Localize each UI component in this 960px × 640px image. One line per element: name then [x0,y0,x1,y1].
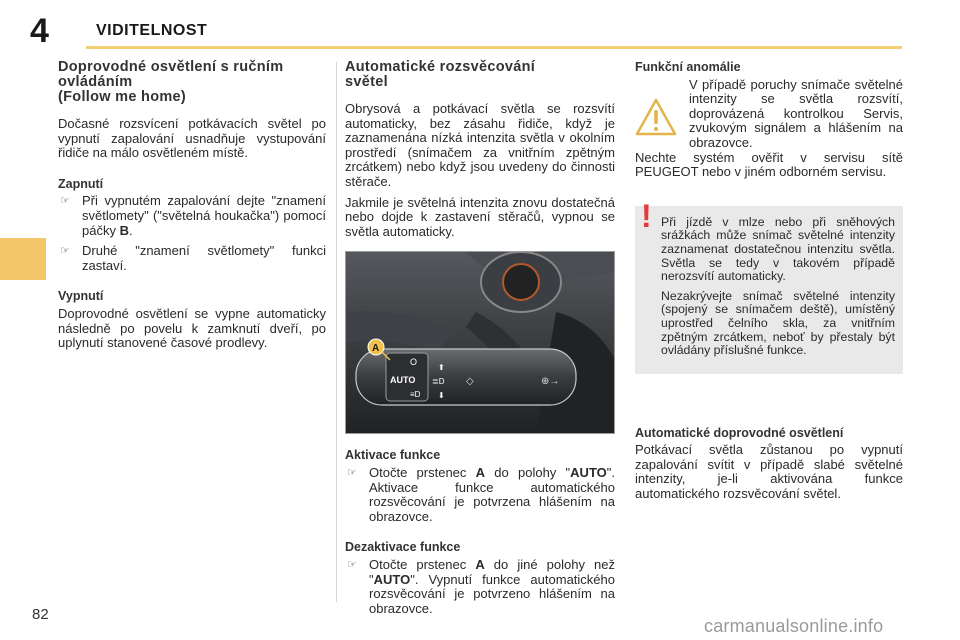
switch-off-paragraph: Doprovodné osvětlení se vypne automaticky následně po povelu k zamknutí dveří, po uplynutí stanovené časové prodlevy. [58,305,326,351]
anomaly-paragraph: V případě poruchy snímače světelné intenzity se světla rozsvítí, doprovázená kontrolkou Servis, zvukovým signálem a hlášením na obrazovce. [689,76,903,150]
auto-lighting-heading [345,60,615,90]
list-item: ☞ Otočte prstenec A do jiné polohy než "AUTO". Vypnutí funkce automatického rozsvěcování je potvrzeno hlášením na obrazovce. [347,556,615,616]
auto-lighting-paragraph: Obrysová a potkávací světla se rozsvítí automaticky, bez zásahu řidiče, když je zaznamenána nízká intenzita světla v okolním prostředí (snímačem za vnitřním zpětným zrcátkem) nebo když jsou uvedeny do činnosti stěrače. [345,101,615,189]
heading-line: Doprovodné osvětlení s ručním [58,59,284,75]
warning-triangle-icon [635,98,677,136]
switch-on-heading: Zapnutí [58,176,104,191]
column-follow-me-home [58,60,326,357]
anomaly-block [635,78,903,151]
svg-text:⬇: ⬇ [438,391,445,401]
switch-off-heading: Vypnutí [58,289,104,304]
svg-text:⊕→: ⊕→ [541,376,560,388]
warning-note-box [635,197,903,374]
pointer-bullet-icon: ☞ [60,245,70,258]
auto-position-label: AUTO [390,375,416,386]
header-rule [86,46,902,49]
light-stalk-illustration [345,251,615,434]
heading-line: Automatické rozsvěcování [345,59,536,75]
list-item: ☞ Druhé "znamení světlomety" funkci zastaví. [60,243,326,273]
follow-me-home-heading [58,60,326,105]
auto-lighting-paragraph: Jakmile je světelná intenzita znovu dostatečná nebo dojde k zastavení stěračů, vypnou se světla automaticky. [345,194,615,239]
svg-text:O: O [410,357,418,368]
deactivation-heading: Dezaktivace funkce [345,540,461,555]
deactivation-list [345,558,615,616]
pointer-bullet-icon: ☞ [347,558,357,571]
heading-line: světel [345,74,388,90]
column-anomaly [635,60,903,508]
callout-a-label: A [372,343,380,355]
chapter-title: VIDITELNOST [96,22,208,39]
exclamation-icon: ! [641,197,652,234]
list-item: ☞ Při vypnutém zapalování dejte "znamení světlomety" ("světelná houkačka") pomocí páčky B. [60,193,326,238]
svg-text:◇: ◇ [466,376,474,388]
switch-on-list [58,194,326,273]
intro-paragraph: Dočasné rozsvícení potkávacích světel po vypnutí zapalování usnadňuje vystupování řidiče na málo osvětleném místě. [58,116,326,161]
anomaly-heading: Funkční anomálie [635,60,741,74]
page-number: 82 [32,606,49,623]
pointer-bullet-icon: ☞ [60,195,70,208]
svg-text:≡D: ≡D [410,390,421,400]
svg-text:⬆: ⬆ [438,363,445,373]
heading-line: (Follow me home) [58,89,187,105]
column-divider [336,62,337,602]
chapter-side-tab [0,238,46,280]
auto-follow-heading: Automatické doprovodné osvětlení [635,425,844,440]
activation-list [345,466,615,524]
heading-line: ovládáním [58,74,133,90]
anomaly-service-paragraph: Nechte systém ověřit v servisu sítě PEUGEOT nebo v jiném odborném servisu. [635,149,903,180]
pointer-bullet-icon: ☞ [347,466,357,479]
watermark: carmanualsonline.info [704,616,884,636]
chapter-number: 4 [30,12,49,50]
svg-text:≣D: ≣D [432,377,445,387]
note-paragraph: Při jízdě v mlze nebo při sněhových srážkách může snímač světelné intenzity zaznamenat dostatečnou intenzitu světla. Světla se tedy v takovém případě nerozsvítí automaticky. [661,214,895,284]
list-item: ☞ Otočte prstenec A do polohy "AUTO". Aktivace funkce automatického rozsvěcování je potvrzena hlášením na obrazovce. [347,464,616,524]
auto-follow-paragraph: Potkávací světla zůstanou po vypnutí zapalování svítit v případě slabé světelné intenzity, je-li aktivována funkce automatického rozsvěcování světel. [635,442,903,502]
column-auto-lighting [345,60,615,622]
activation-heading: Aktivace funkce [345,448,441,463]
note-paragraph: Nezakrývejte snímač světelné intenzity (spojený se snímačem deště), umístěný uprostřed čelního skla, za vnitřním zpětným zrcátkem, neboť by přestaly být ovládány příslušné funkce. [661,288,895,358]
